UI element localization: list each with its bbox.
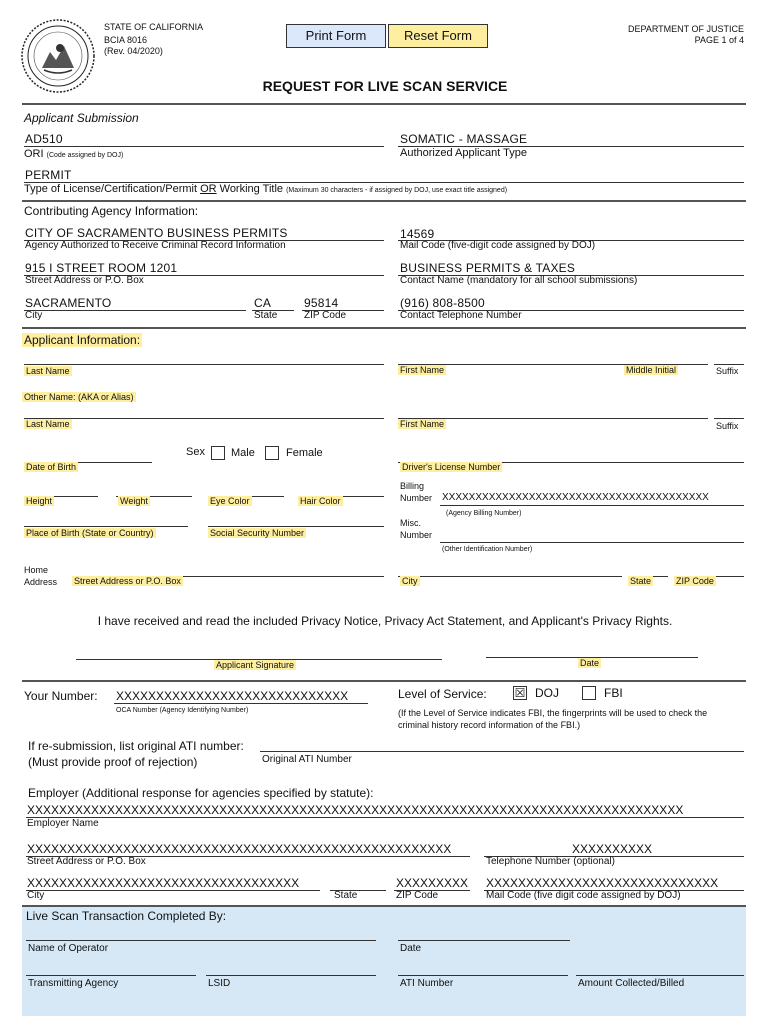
misc-number-label: (Other Identification Number) (442, 546, 533, 553)
agency-state-label: State (254, 310, 278, 321)
dob-label[interactable]: Date of Birth (26, 462, 77, 472)
billing-label-b: Number (400, 493, 433, 503)
weight-label[interactable]: Weight (120, 496, 148, 506)
level-of-service-label: Level of Service: (398, 687, 487, 701)
agency-city-label: City (25, 310, 43, 321)
submission-heading: Applicant Submission (24, 111, 139, 125)
signature-label[interactable]: Applicant Signature (216, 660, 295, 670)
transmitting-agency-label[interactable]: Transmitting Agency (28, 978, 119, 989)
eye-color-label[interactable]: Eye Color (210, 496, 250, 506)
print-form-button[interactable]: Print Form (286, 24, 386, 48)
billing-number-label: (Agency Billing Number) (446, 510, 522, 517)
live-scan-date-label[interactable]: Date (400, 943, 422, 954)
home-label-b: Address (24, 577, 58, 587)
doj-label: DOJ (535, 686, 559, 700)
ori-label: ORI (Code assigned by DOJ) (24, 148, 124, 160)
agency-address-field[interactable]: 915 I STREET ROOM 1201 (25, 261, 178, 275)
height-label[interactable]: Height (26, 496, 53, 506)
first-name-label[interactable]: First Name (400, 365, 445, 375)
reset-form-button[interactable]: Reset Form (388, 24, 488, 48)
applicant-type-label: Authorized Applicant Type (400, 147, 527, 159)
lsid-label[interactable]: LSID (208, 978, 231, 989)
agency-zip-field[interactable]: 95814 (304, 296, 339, 310)
male-checkbox[interactable] (211, 446, 225, 460)
contact-name-label: Contact Name (mandatory for all school submissions) (400, 275, 638, 286)
home-zip-label[interactable]: ZIP Code (676, 576, 714, 586)
signature-date-label[interactable]: Date (580, 658, 600, 668)
employer-heading: Employer (Additional response for agencies specified by statute): (28, 786, 374, 800)
other-name-label: Other Name: (AKA or Alias) (24, 392, 134, 402)
drivers-license-label[interactable]: Driver's License Number (402, 462, 501, 472)
middle-initial-label[interactable]: Middle Initial (626, 365, 677, 375)
agency-zip-label: ZIP Code (304, 310, 347, 321)
employer-phone-label: Telephone Number (optional) (486, 856, 615, 867)
fbi-label: FBI (604, 686, 623, 700)
misc-label-a: Misc. (400, 518, 421, 528)
oca-number-label: OCA Number (Agency Identifying Number) (116, 707, 249, 714)
original-ati-label[interactable]: Original ATI Number (262, 754, 352, 765)
alias-last-name-label[interactable]: Last Name (26, 419, 70, 429)
state-label: STATE OF CALIFORNIA (104, 22, 204, 32)
ori-field[interactable]: AD510 (25, 132, 63, 146)
home-city-label[interactable]: City (402, 576, 418, 586)
mail-code-field[interactable]: 14569 (400, 227, 435, 241)
form-number: BCIA 8016 (104, 35, 148, 45)
employer-mail-code-field[interactable]: XXXXXXXXXXXXXXXXXXXXXXXXXXXXX (486, 876, 719, 890)
ati-number-label[interactable]: ATI Number (400, 978, 454, 989)
employer-name-field[interactable]: XXXXXXXXXXXXXXXXXXXXXXXXXXXXXXXXXXXXXXXXXXXXXXXXXXXXXXXXXXXXXXXXXXXXXXXXXXXXXXXXXX (27, 803, 684, 817)
agency-address-label: Street Address or P.O. Box (25, 275, 144, 286)
employer-street-field[interactable]: XXXXXXXXXXXXXXXXXXXXXXXXXXXXXXXXXXXXXXXXXXXXXXXXXXXXX (27, 842, 452, 856)
ssn-label[interactable]: Social Security Number (210, 528, 305, 538)
agency-city-field[interactable]: SACRAMENTO (25, 296, 112, 310)
employer-city-field[interactable]: XXXXXXXXXXXXXXXXXXXXXXXXXXXXXXXXXX (27, 876, 300, 890)
employer-state-label: State (334, 890, 358, 901)
employer-zip-label: ZIP Code (396, 890, 439, 901)
employer-street-label: Street Address or P.O. Box (27, 856, 146, 867)
female-checkbox[interactable] (265, 446, 279, 460)
operator-name-label[interactable]: Name of Operator (28, 943, 109, 954)
alias-first-name-label[interactable]: First Name (400, 419, 445, 429)
your-number-field[interactable]: XXXXXXXXXXXXXXXXXXXXXXXXXXXXX (116, 689, 349, 703)
fbi-checkbox[interactable] (582, 686, 596, 700)
your-number-label: Your Number: (24, 689, 98, 703)
contact-phone-label: Contact Telephone Number (400, 310, 522, 321)
agency-name-label: Agency Authorized to Receive Criminal Record Information (25, 240, 286, 251)
department-label: DEPARTMENT OF JUSTICE (627, 24, 744, 34)
applicant-type-field[interactable]: SOMATIC - MASSAGE (400, 132, 528, 146)
employer-city-label: City (27, 890, 45, 901)
contact-phone-field[interactable]: (916) 808-8500 (400, 296, 485, 310)
male-label: Male (231, 447, 255, 459)
form-title: REQUEST FOR LIVE SCAN SERVICE (262, 78, 508, 94)
billing-number-field[interactable]: XXXXXXXXXXXXXXXXXXXXXXXXXXXXXXXXXXXXXXXX (442, 492, 709, 503)
misc-label-b: Number (400, 530, 433, 540)
suffix-label[interactable]: Suffix (716, 366, 739, 376)
agency-heading: Contributing Agency Information: (24, 204, 199, 218)
contact-name-field[interactable]: BUSINESS PERMITS & TAXES (400, 261, 576, 275)
fbi-note-2: criminal history record information of the FBI.) (398, 720, 581, 730)
sex-label: Sex (186, 446, 205, 458)
page-number: PAGE 1 of 4 (694, 35, 744, 45)
revision: (Rev. 04/2020) (104, 46, 163, 56)
privacy-statement: I have received and read the included Privacy Notice, Privacy Act Statement, and Applicant's Privacy Rights. (97, 614, 673, 628)
alias-suffix-label[interactable]: Suffix (716, 421, 739, 431)
live-scan-heading: Live Scan Transaction Completed By: (26, 909, 227, 923)
agency-state-field[interactable]: CA (254, 296, 272, 310)
resubmission-label-1: If re-submission, list original ATI number: (28, 739, 244, 753)
applicant-heading: Applicant Information: (24, 333, 141, 347)
female-label: Female (286, 447, 323, 459)
employer-zip-field[interactable]: XXXXXXXXX (396, 876, 469, 890)
fbi-note-1: (If the Level of Service indicates FBI, the fingerprints will be used to check the (398, 708, 708, 718)
employer-mail-code-label: Mail Code (five digit code assigned by DOJ) (486, 890, 681, 901)
license-field[interactable]: PERMIT (25, 168, 72, 182)
agency-name-field[interactable]: CITY OF SACRAMENTO BUSINESS PERMITS (25, 226, 288, 240)
last-name-label[interactable]: Last Name (26, 366, 70, 376)
home-street-label[interactable]: Street Address or P.O. Box (74, 576, 181, 586)
employer-name-label: Employer Name (27, 818, 99, 829)
mail-code-label: Mail Code (five-digit code assigned by DOJ) (400, 240, 596, 251)
billing-label-a: Billing (400, 481, 425, 491)
home-state-label[interactable]: State (630, 576, 652, 586)
resubmission-label-2: (Must provide proof of rejection) (28, 755, 198, 769)
amount-collected-label[interactable]: Amount Collected/Billed (578, 978, 685, 989)
employer-phone-field[interactable]: XXXXXXXXXX (572, 842, 653, 856)
license-label: Type of License/Certification/Permit OR Working Title (Maximum 30 characters - if assigned by DOJ, use exact title assigned) (24, 183, 508, 195)
place-of-birth-label[interactable]: Place of Birth (State or Country) (26, 528, 154, 538)
hair-color-label[interactable]: Hair Color (300, 496, 341, 506)
home-label-a: Home (24, 565, 49, 575)
doj-checkbox[interactable]: ☒ (514, 686, 526, 700)
